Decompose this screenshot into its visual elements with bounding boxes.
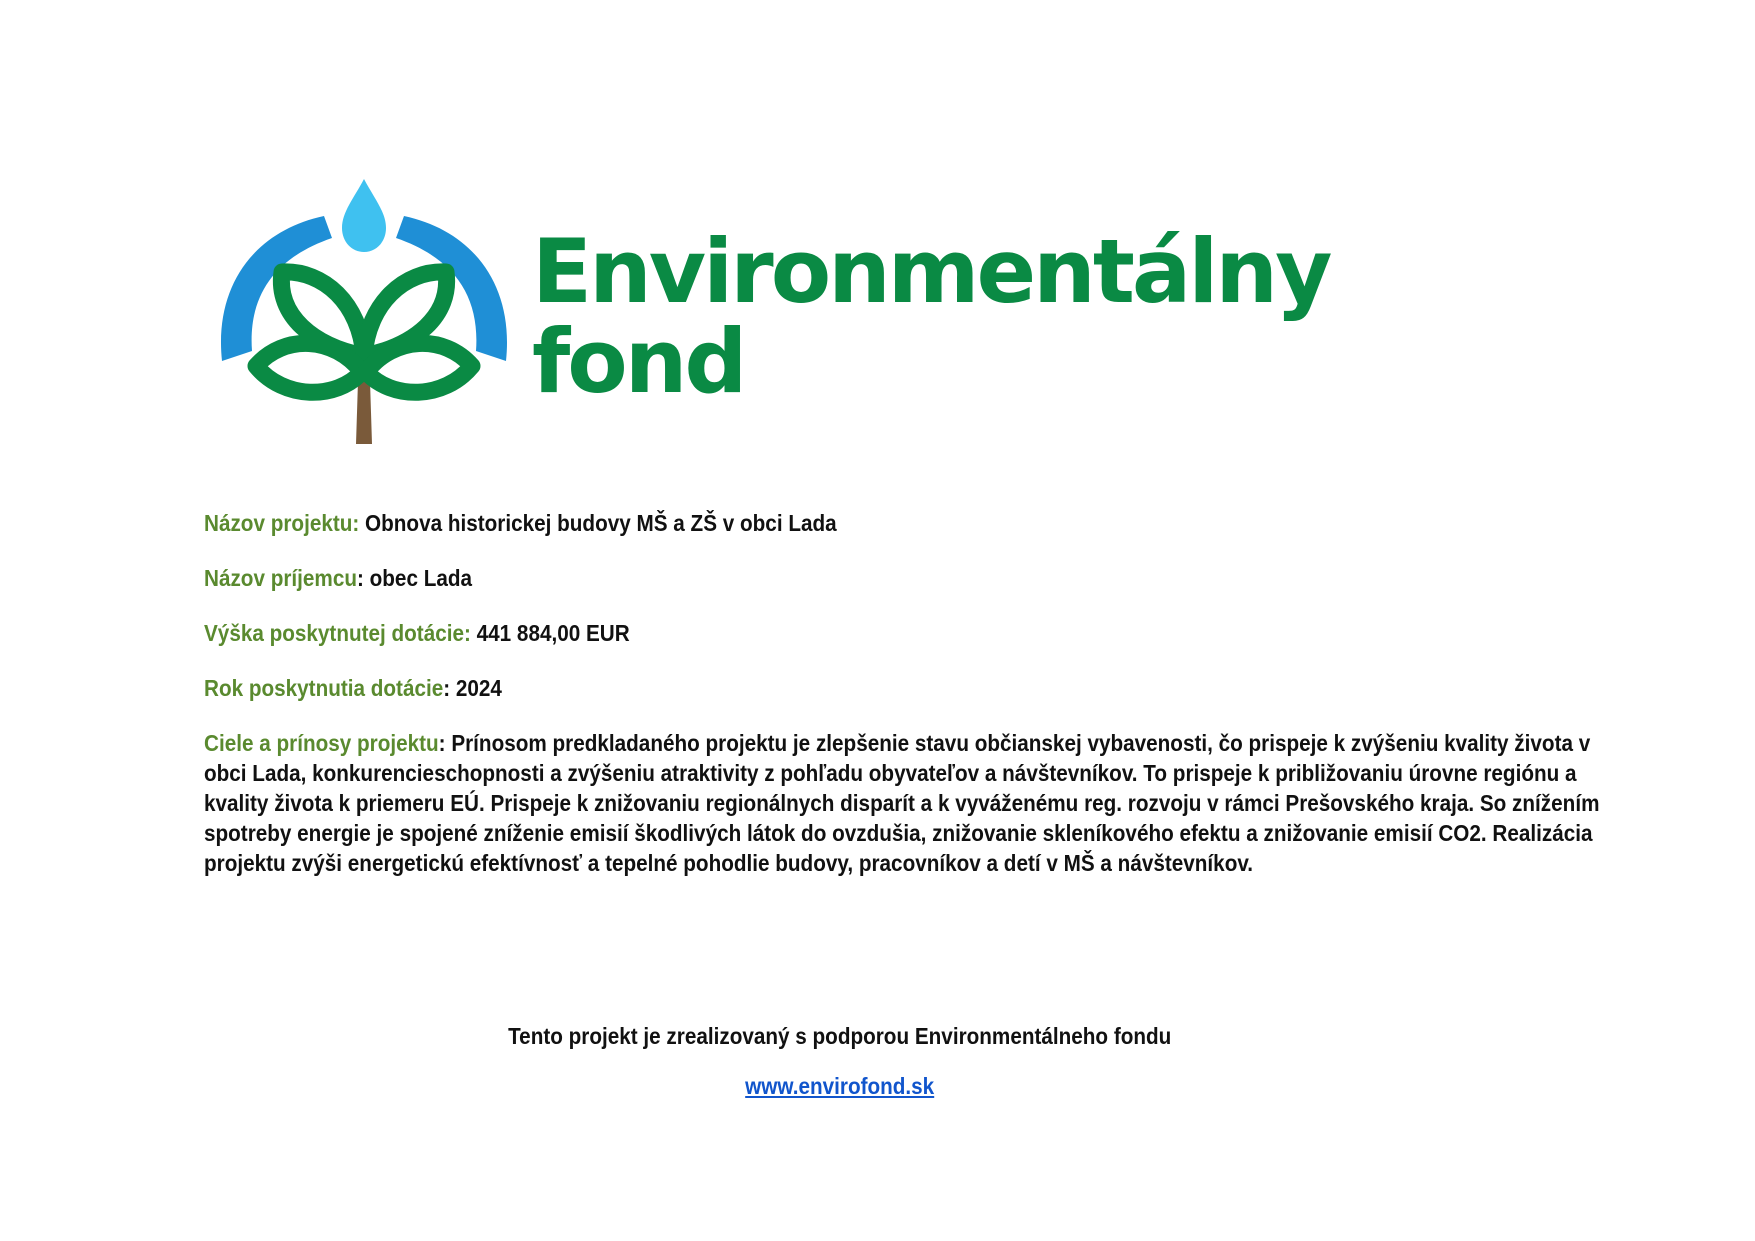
envirofond-logo [214, 176, 1330, 456]
grant-label: Výška poskytnutej dotácie: [204, 620, 471, 646]
grant-row [204, 618, 1500, 648]
logo-wordmark-line2: fond [532, 310, 745, 413]
support-note: Tento projekt je zrealizovaný s podporou Environmentálneho fondu [508, 1023, 1172, 1049]
project-name-row [204, 508, 1500, 538]
project-name-label: Názov projektu: [204, 510, 360, 536]
recipient-label: Názov príjemcu [204, 565, 357, 591]
project-name-value: Obnova historickej budovy MŠ a ZŠ v obci Lada [365, 510, 837, 536]
goals-label: Ciele a prínosy projektu [204, 730, 439, 756]
grant-value: 441 884,00 EUR [476, 620, 630, 646]
goals-row [204, 728, 1635, 878]
logo-wordmark-line1: Environmentálny [532, 220, 1330, 323]
year-row [204, 673, 1500, 703]
logo-emblem-icon [214, 176, 514, 456]
year-label: Rok poskytnutia dotácie [204, 675, 444, 701]
project-info [204, 508, 1600, 903]
envirofond-link[interactable]: www.envirofond.sk [745, 1073, 935, 1099]
goals-value: : Prínosom predkladaného projektu je zlepšenie stavu občianskej vybavenosti, čo prispeje k zvýšeniu kvality života v obci Lada, konkurencieschopnosti a zvýšeniu atraktivity z pohľadu obyvateľov a návštevníkov. To prispeje k približovaniu úrovne regiónu a kvality života k priemeru EÚ. Prispeje k znižovaniu regionálnych disparít a k vyváženému reg. rozvoju v rámci Prešovského kraja. So znížením spotreby energie je spojené zníženie emisií škodlivých látok do ovzdušia, znižovanie skleníkového efektu a znižovanie emisií CO2. Realizácia projektu zvýši energetickú efektívnosť a tepelné pohodlie budovy, pracovníkov a detí v MŠ a návštevníkov. [204, 730, 1600, 876]
recipient-value: : obec Lada [357, 565, 473, 591]
recipient-row [204, 563, 1500, 593]
year-value: : 2024 [443, 675, 502, 701]
